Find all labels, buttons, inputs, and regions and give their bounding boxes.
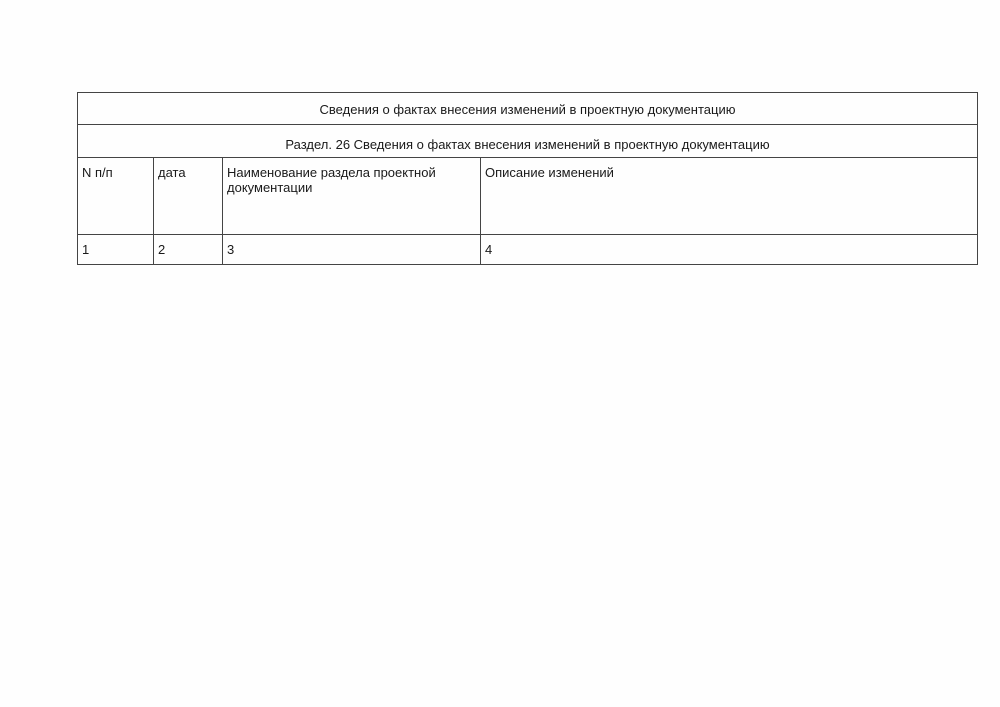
header-row: [78, 158, 978, 235]
column-header: Описание изменений: [485, 165, 614, 180]
column-header: дата: [158, 165, 186, 180]
column-number-cell: [223, 235, 481, 265]
section-title: Раздел. 26 Сведения о фактах внесения изменений в проектную документацию: [285, 136, 770, 152]
column-header: N п/п: [82, 165, 113, 180]
column-number: 1: [82, 242, 90, 257]
table-title-cell: [78, 93, 978, 125]
column-number: 4: [485, 242, 493, 257]
column-number-cell: [481, 235, 978, 265]
header-cell-date: [154, 158, 223, 235]
column-header: Наименование раздела проектной документации: [227, 165, 436, 195]
column-number-cell: [78, 235, 154, 265]
column-number: 3: [227, 242, 235, 257]
column-number-row: [78, 235, 978, 265]
section-title-cell: [78, 125, 978, 158]
title-row: [78, 93, 978, 125]
header-cell-number: [78, 158, 154, 235]
changes-table: [77, 92, 978, 265]
table-title: Сведения о фактах внесения изменений в проектную документацию: [319, 102, 736, 117]
header-cell-section-name: [223, 158, 481, 235]
section-row: [78, 125, 978, 158]
header-cell-description: [481, 158, 978, 235]
column-number: 2: [158, 242, 166, 257]
column-number-cell: [154, 235, 223, 265]
